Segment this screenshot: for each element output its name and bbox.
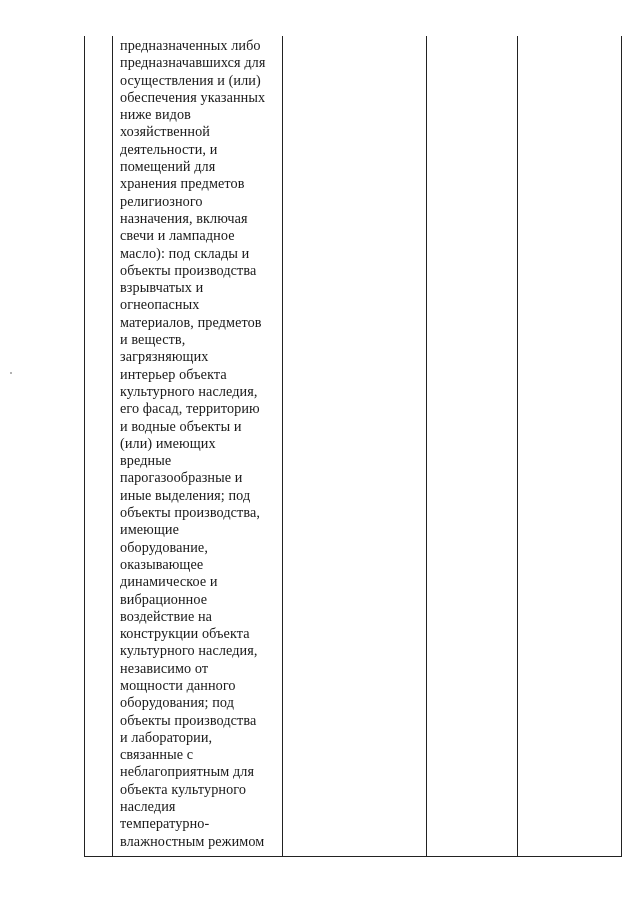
description-line: хранения предметов bbox=[120, 176, 245, 193]
column-divider-4 bbox=[517, 36, 518, 857]
description-cell bbox=[120, 38, 285, 851]
description-line: религиозного bbox=[120, 193, 203, 210]
description-line: (или) имеющих bbox=[120, 435, 216, 452]
description-line: и водные объекты и bbox=[120, 418, 242, 435]
description-line: и лаборатории, bbox=[120, 729, 213, 746]
description-line: оборудование, bbox=[120, 539, 208, 556]
description-line: помещений для bbox=[120, 159, 216, 176]
description-line: предназначенных либо bbox=[120, 38, 261, 54]
table-border-right bbox=[621, 36, 622, 857]
description-line: назначения, включая bbox=[120, 210, 248, 227]
description-line: температурно- bbox=[120, 816, 210, 833]
scan-speck bbox=[10, 372, 12, 374]
description-line: обеспечения указанных bbox=[120, 89, 266, 106]
description-line: оказывающее bbox=[120, 556, 204, 573]
description-line: мощности данного bbox=[120, 677, 236, 694]
description-line: загрязняющих bbox=[120, 349, 209, 366]
description-line: огнеопасных bbox=[120, 297, 200, 314]
description-line: динамическое и bbox=[120, 574, 218, 591]
description-line: объекты производства bbox=[120, 712, 257, 729]
description-line: и веществ, bbox=[120, 332, 186, 349]
description-line: неблагоприятным для bbox=[120, 764, 255, 781]
description-line: влажностным режимом bbox=[120, 833, 265, 850]
description-line: имеющие bbox=[120, 522, 179, 539]
description-line: масло): под склады и bbox=[120, 245, 250, 262]
column-divider-1 bbox=[112, 36, 113, 857]
description-line: материалов, предметов bbox=[120, 314, 262, 331]
description-line: объекты производства bbox=[120, 262, 257, 279]
description-line: культурного наследия, bbox=[120, 383, 258, 400]
description-line: культурного наследия, bbox=[120, 643, 258, 660]
description-line: предназначавшихся для bbox=[120, 55, 266, 72]
table-border-bottom bbox=[84, 856, 622, 857]
description-line: воздействие на bbox=[120, 608, 213, 625]
description-line: взрывчатых и bbox=[120, 280, 204, 297]
description-line: иные выделения; под bbox=[120, 487, 251, 504]
description-line: вредные bbox=[120, 453, 172, 470]
description-line: деятельности, и bbox=[120, 141, 218, 158]
description-line: связанные с bbox=[120, 747, 194, 764]
column-divider-3 bbox=[426, 36, 427, 857]
description-line: независимо от bbox=[120, 660, 209, 677]
description-line: его фасад, территорию bbox=[120, 401, 260, 418]
description-line: свечи и лампадное bbox=[120, 228, 235, 245]
description-line: оборудования; под bbox=[120, 695, 235, 712]
description-line: объекты производства, bbox=[120, 505, 261, 522]
description-line: объекта культурного bbox=[120, 781, 247, 798]
description-line: интерьер объекта bbox=[120, 366, 227, 383]
description-line: хозяйственной bbox=[120, 124, 210, 141]
description-line: вибрационное bbox=[120, 591, 208, 608]
table-border-left bbox=[84, 36, 85, 857]
table-fragment bbox=[84, 36, 622, 857]
description-line: ниже видов bbox=[120, 107, 191, 124]
description-line: наследия bbox=[120, 799, 176, 816]
description-line: конструкции объекта bbox=[120, 626, 250, 643]
description-line: парогазообразные и bbox=[120, 470, 243, 487]
description-line: осуществления и (или) bbox=[120, 72, 261, 89]
